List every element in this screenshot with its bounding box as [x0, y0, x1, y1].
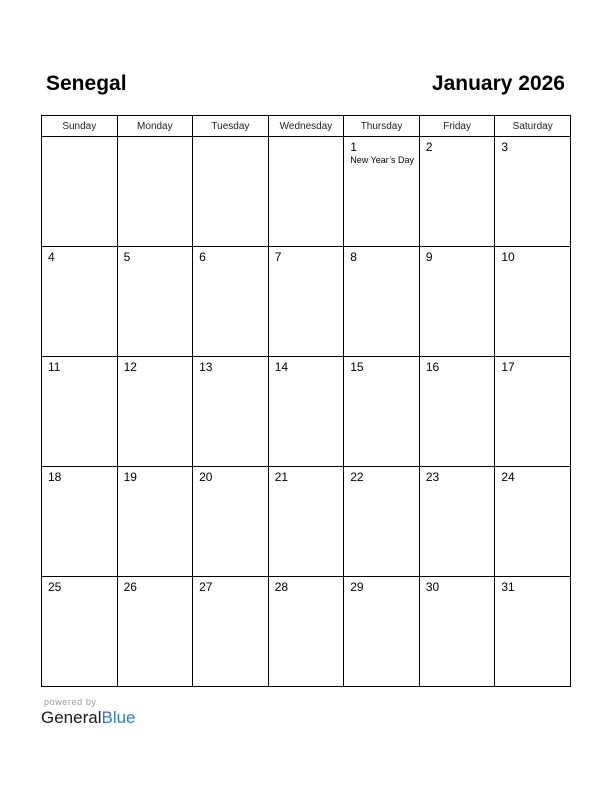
day-number: 20 [199, 470, 213, 484]
week-row [42, 577, 571, 687]
day-cell [268, 577, 344, 687]
day-cell [419, 247, 495, 357]
week-row [42, 137, 571, 247]
weekday-monday: Monday [117, 116, 193, 137]
day-number: 28 [274, 580, 289, 594]
day-cell [344, 247, 420, 357]
day-number: 18 [48, 470, 62, 484]
day-number: 30 [425, 580, 440, 594]
day-cell [42, 357, 118, 467]
day-cell [193, 467, 269, 577]
day-cell [193, 137, 269, 247]
brand-logo-blue: Blue [101, 708, 136, 727]
day-number: 25 [48, 580, 62, 594]
day-cell [495, 247, 571, 357]
day-cell [42, 577, 118, 687]
weekday-thursday: Thursday [344, 116, 420, 137]
day-cell [344, 467, 420, 577]
weekday-sunday: Sunday [42, 116, 118, 137]
day-cell [193, 247, 269, 357]
day-cell [117, 577, 193, 687]
day-cell [344, 577, 420, 687]
day-number [118, 137, 193, 140]
day-number: 3 [501, 140, 509, 154]
day-number: 27 [199, 580, 213, 594]
day-number: 23 [425, 470, 440, 484]
weekday-saturday: Saturday [495, 116, 571, 137]
day-number: 14 [274, 360, 289, 374]
day-number: 9 [425, 250, 433, 264]
month-title: January 2026 [431, 72, 565, 95]
day-number: 7 [274, 250, 282, 264]
day-number: 26 [123, 580, 137, 594]
day-number: 29 [350, 580, 364, 594]
day-number: 17 [501, 360, 515, 374]
day-cell [268, 467, 344, 577]
day-cell [419, 137, 495, 247]
day-number: 2 [425, 140, 433, 154]
day-cell [42, 137, 118, 247]
day-cell [419, 577, 495, 687]
day-number: 6 [199, 250, 206, 264]
day-number: 11 [48, 360, 61, 374]
day-number: 19 [123, 470, 137, 484]
brand-logo[interactable] [41, 708, 136, 728]
day-cell [42, 467, 118, 577]
day-number [269, 137, 344, 140]
day-cell [117, 247, 193, 357]
day-number: 5 [123, 250, 131, 264]
week-row [42, 357, 571, 467]
day-cell [419, 467, 495, 577]
holiday-label: New Year’s Day [350, 155, 414, 165]
day-cell [344, 357, 420, 467]
day-cell [268, 357, 344, 467]
weekday-wednesday: Wednesday [268, 116, 344, 137]
day-cell [117, 137, 193, 247]
brand-logo-general: General [41, 708, 102, 727]
day-cell [117, 357, 193, 467]
day-number: 10 [501, 250, 515, 264]
day-cell [419, 357, 495, 467]
day-number [42, 137, 117, 140]
powered-by-text: powered by [44, 697, 97, 707]
day-cell [495, 577, 571, 687]
day-number: 8 [350, 250, 357, 264]
weekday-friday: Friday [419, 116, 495, 137]
week-row [42, 467, 571, 577]
day-cell [117, 467, 193, 577]
day-cell [42, 247, 118, 357]
day-cell [344, 137, 420, 247]
day-number: 16 [425, 360, 440, 374]
day-number: 21 [274, 470, 289, 484]
day-number: 12 [123, 360, 137, 374]
day-number: 13 [199, 360, 213, 374]
day-cell [193, 357, 269, 467]
day-number: 4 [48, 250, 55, 264]
weekday-tuesday: Tuesday [193, 116, 269, 137]
day-number: 22 [350, 470, 364, 484]
weekday-header-row [42, 116, 571, 137]
day-cell [495, 357, 571, 467]
day-cell [268, 137, 344, 247]
calendar-grid [41, 115, 571, 687]
day-cell [193, 577, 269, 687]
day-cell [495, 137, 571, 247]
day-number: 1 [350, 140, 357, 154]
day-number: 31 [501, 580, 515, 594]
day-number: 15 [350, 360, 364, 374]
country-title: Senegal [46, 72, 127, 95]
week-row [42, 247, 571, 357]
day-number: 24 [501, 470, 515, 484]
day-number [193, 137, 268, 140]
day-cell [268, 247, 344, 357]
day-cell [495, 467, 571, 577]
